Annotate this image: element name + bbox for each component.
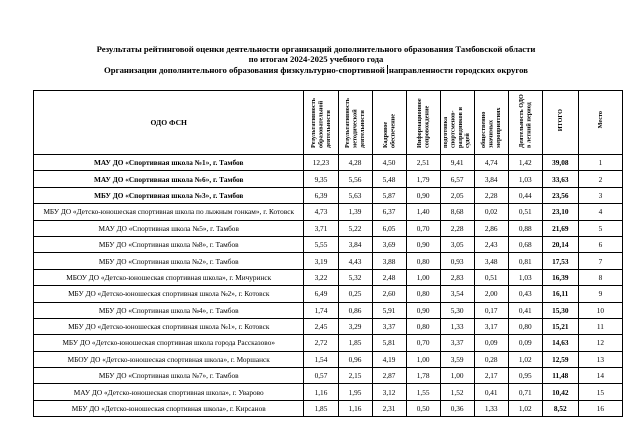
score-cell-3: 0,80 <box>406 318 440 334</box>
score-cell-0: 0,57 <box>304 368 338 384</box>
title-line-3 <box>0 65 632 75</box>
score-cell-2: 5,87 <box>372 187 406 203</box>
score-cell-0: 4,73 <box>304 204 338 220</box>
total-cell: 16,11 <box>542 286 578 302</box>
score-cell-5: 2,86 <box>474 220 508 236</box>
place-cell: 7 <box>578 253 622 269</box>
org-name-cell: МАУ ДО «Спортивная школа №5», г. Тамбов <box>34 220 304 236</box>
score-cell-5: 0,41 <box>474 384 508 400</box>
score-cell-4: 8,68 <box>440 204 474 220</box>
score-cell-5: 2,28 <box>474 187 508 203</box>
score-cell-5: 1,33 <box>474 400 508 416</box>
title-line-3-right: направленности городских округов <box>388 64 528 75</box>
score-cell-6: 0,41 <box>508 302 542 318</box>
table-row <box>34 171 623 187</box>
score-cell-4: 1,33 <box>440 318 474 334</box>
table-row <box>34 286 623 302</box>
place-cell: 5 <box>578 220 622 236</box>
score-cell-5: 3,48 <box>474 253 508 269</box>
total-cell: 23,10 <box>542 204 578 220</box>
score-cell-4: 3,54 <box>440 286 474 302</box>
org-name-cell: МБУ ДО «Детско-юношеская спортивная школа города Рассказово» <box>34 335 304 351</box>
criteria-header-2 <box>372 91 406 155</box>
criteria-header-label: Кадровое обеспечение <box>381 114 397 148</box>
score-cell-6: 0,71 <box>508 384 542 400</box>
org-name-cell: МБУ ДО «Детско-юношеская спортивная школа №1», г. Котовск <box>34 318 304 334</box>
total-cell: 17,53 <box>542 253 578 269</box>
total-cell: 12,59 <box>542 351 578 367</box>
place-cell: 15 <box>578 384 622 400</box>
score-cell-1: 0,25 <box>338 286 372 302</box>
total-cell: 39,08 <box>542 155 578 171</box>
score-cell-2: 3,69 <box>372 236 406 252</box>
place-cell: 13 <box>578 351 622 367</box>
text-cursor-caret <box>387 65 388 74</box>
score-cell-6: 0,88 <box>508 220 542 236</box>
score-cell-0: 1,85 <box>304 400 338 416</box>
score-cell-3: 1,79 <box>406 171 440 187</box>
table-row <box>34 220 623 236</box>
total-cell: 10,42 <box>542 384 578 400</box>
place-cell: 8 <box>578 269 622 285</box>
place-cell: 12 <box>578 335 622 351</box>
table-row <box>34 269 623 285</box>
table-header-row <box>34 91 623 155</box>
org-name-cell: МБОУ ДО «Детско-юношеская спортивная школа», г. Моршанск <box>34 351 304 367</box>
score-cell-2: 2,60 <box>372 286 406 302</box>
score-cell-6: 1,02 <box>508 400 542 416</box>
org-name-cell: МБУ ДО «Детско-юношеская спортивная школа по лыжным гонкам», г. Котовск <box>34 204 304 220</box>
score-cell-1: 5,22 <box>338 220 372 236</box>
score-cell-4: 3,59 <box>440 351 474 367</box>
score-cell-0: 3,71 <box>304 220 338 236</box>
score-cell-4: 1,00 <box>440 368 474 384</box>
total-cell: 14,63 <box>542 335 578 351</box>
title-line-2: по итогам 2024-2025 учебного года <box>248 54 384 65</box>
place-cell: 4 <box>578 204 622 220</box>
table-row <box>34 302 623 318</box>
score-cell-2: 2,31 <box>372 400 406 416</box>
score-cell-1: 3,84 <box>338 236 372 252</box>
criteria-header-5 <box>474 91 508 155</box>
table-row <box>34 400 623 416</box>
score-cell-6: 0,51 <box>508 204 542 220</box>
score-cell-0: 2,72 <box>304 335 338 351</box>
score-cell-6: 0,95 <box>508 368 542 384</box>
score-cell-5: 2,00 <box>474 286 508 302</box>
score-cell-1: 5,56 <box>338 171 372 187</box>
rating-table <box>33 90 623 417</box>
org-name-cell: МАУ ДО «Детско-юношеская спортивная школа», г. Уварово <box>34 384 304 400</box>
score-cell-1: 5,32 <box>338 269 372 285</box>
score-cell-0: 6,49 <box>304 286 338 302</box>
score-cell-1: 1,39 <box>338 204 372 220</box>
score-cell-5: 2,17 <box>474 368 508 384</box>
score-cell-5: 3,17 <box>474 318 508 334</box>
score-cell-3: 1,55 <box>406 384 440 400</box>
place-cell: 9 <box>578 286 622 302</box>
table-row <box>34 318 623 334</box>
score-cell-0: 1,54 <box>304 351 338 367</box>
score-cell-4: 2,83 <box>440 269 474 285</box>
score-cell-3: 0,70 <box>406 220 440 236</box>
org-name-cell: МАУ ДО «Спортивная школа №6», г. Тамбов <box>34 171 304 187</box>
score-cell-5: 4,74 <box>474 155 508 171</box>
score-cell-2: 3,37 <box>372 318 406 334</box>
table-body <box>34 155 623 417</box>
criteria-header-label: Информационное сопровождение <box>415 98 431 148</box>
score-cell-1: 2,15 <box>338 368 372 384</box>
score-cell-6: 0,68 <box>508 236 542 252</box>
score-cell-3: 0,90 <box>406 302 440 318</box>
score-cell-0: 3,22 <box>304 269 338 285</box>
place-cell: 14 <box>578 368 622 384</box>
score-cell-6: 0,80 <box>508 318 542 334</box>
score-cell-6: 0,09 <box>508 335 542 351</box>
score-cell-6: 1,03 <box>508 171 542 187</box>
document-title <box>0 44 632 75</box>
score-cell-4: 0,93 <box>440 253 474 269</box>
score-cell-3: 1,00 <box>406 269 440 285</box>
score-cell-1: 4,28 <box>338 155 372 171</box>
org-name-cell: МБУ ДО «Детско-юношеская спортивная школа», г. Кирсанов <box>34 400 304 416</box>
org-name-cell: МБУ ДО «Спортивная школа №3», г. Тамбов <box>34 187 304 203</box>
table-row <box>34 384 623 400</box>
place-cell: 10 <box>578 302 622 318</box>
table-row <box>34 253 623 269</box>
score-cell-0: 1,16 <box>304 384 338 400</box>
table-row <box>34 187 623 203</box>
score-cell-4: 5,30 <box>440 302 474 318</box>
criteria-header-6 <box>508 91 542 155</box>
org-name-cell: МБУ ДО «Спортивная школа №7», г. Тамбов <box>34 368 304 384</box>
score-cell-4: 9,41 <box>440 155 474 171</box>
score-cell-1: 1,85 <box>338 335 372 351</box>
score-cell-5: 3,84 <box>474 171 508 187</box>
score-cell-0: 12,23 <box>304 155 338 171</box>
score-cell-0: 9,35 <box>304 171 338 187</box>
score-cell-3: 0,90 <box>406 187 440 203</box>
table-row <box>34 155 623 171</box>
score-cell-6: 0,81 <box>508 253 542 269</box>
score-cell-5: 0,17 <box>474 302 508 318</box>
place-header-cell <box>578 91 622 155</box>
score-cell-2: 5,91 <box>372 302 406 318</box>
total-cell: 8,52 <box>542 400 578 416</box>
score-cell-1: 1,95 <box>338 384 372 400</box>
total-cell: 16,39 <box>542 269 578 285</box>
score-cell-5: 0,51 <box>474 269 508 285</box>
score-cell-2: 5,81 <box>372 335 406 351</box>
criteria-header-label: Деятельность ОДО в летний период <box>517 94 533 148</box>
score-cell-2: 4,50 <box>372 155 406 171</box>
total-cell: 23,56 <box>542 187 578 203</box>
score-cell-4: 6,57 <box>440 171 474 187</box>
score-cell-5: 0,09 <box>474 335 508 351</box>
score-cell-6: 0,43 <box>508 286 542 302</box>
score-cell-0: 2,45 <box>304 318 338 334</box>
score-cell-0: 5,55 <box>304 236 338 252</box>
org-name-cell: МБУ ДО «Спортивная школа №4», г. Тамбов <box>34 302 304 318</box>
total-cell: 15,30 <box>542 302 578 318</box>
org-name-cell: МБОУ ДО «Детско-юношеская спортивная школа», г. Мичуринск <box>34 269 304 285</box>
table-row <box>34 351 623 367</box>
title-line-1: Результаты рейтинговой оценки деятельности организаций дополнительного образования Тамбовской области <box>96 44 536 54</box>
score-cell-5: 0,02 <box>474 204 508 220</box>
total-cell: 33,63 <box>542 171 578 187</box>
score-cell-1: 3,29 <box>338 318 372 334</box>
table-row <box>34 368 623 384</box>
score-cell-4: 2,05 <box>440 187 474 203</box>
score-cell-1: 5,63 <box>338 187 372 203</box>
org-name-cell: МБУ ДО «Детско-юношеская спортивная школа №2», г. Котовск <box>34 286 304 302</box>
score-cell-4: 3,05 <box>440 236 474 252</box>
total-header-cell <box>542 91 578 155</box>
table-row <box>34 236 623 252</box>
place-cell: 6 <box>578 236 622 252</box>
total-cell: 20,14 <box>542 236 578 252</box>
score-cell-2: 6,37 <box>372 204 406 220</box>
score-cell-4: 1,52 <box>440 384 474 400</box>
score-cell-2: 2,87 <box>372 368 406 384</box>
score-cell-3: 0,70 <box>406 335 440 351</box>
org-name-cell: МБУ ДО «Спортивная школа №8», г. Тамбов <box>34 236 304 252</box>
title-line-3-left: Организации дополнительного образования физкультурно-спортивной <box>104 64 385 75</box>
place-cell: 2 <box>578 171 622 187</box>
criteria-header-3 <box>406 91 440 155</box>
score-cell-6: 1,02 <box>508 351 542 367</box>
place-cell: 3 <box>578 187 622 203</box>
org-name-cell: МБУ ДО «Спортивная школа №2», г. Тамбов <box>34 253 304 269</box>
score-cell-0: 1,74 <box>304 302 338 318</box>
org-name-cell: МАУ ДО «Спортивная школа №1», г. Тамбов <box>34 155 304 171</box>
score-cell-3: 2,51 <box>406 155 440 171</box>
score-cell-6: 1,42 <box>508 155 542 171</box>
table-row <box>34 204 623 220</box>
score-cell-1: 1,16 <box>338 400 372 416</box>
score-cell-2: 5,48 <box>372 171 406 187</box>
place-header-label: Место <box>596 111 604 129</box>
score-cell-3: 1,40 <box>406 204 440 220</box>
score-cell-4: 3,37 <box>440 335 474 351</box>
score-cell-3: 0,90 <box>406 236 440 252</box>
score-cell-0: 3,19 <box>304 253 338 269</box>
criteria-header-label: Результативность образовательной деятельности <box>309 98 332 148</box>
place-cell: 1 <box>578 155 622 171</box>
score-cell-4: 0,36 <box>440 400 474 416</box>
score-cell-5: 2,43 <box>474 236 508 252</box>
score-cell-3: 1,00 <box>406 351 440 367</box>
score-cell-3: 0,50 <box>406 400 440 416</box>
score-cell-6: 1,03 <box>508 269 542 285</box>
criteria-header-1 <box>338 91 372 155</box>
score-cell-2: 4,19 <box>372 351 406 367</box>
total-cell: 15,21 <box>542 318 578 334</box>
score-cell-1: 0,86 <box>338 302 372 318</box>
total-cell: 21,69 <box>542 220 578 236</box>
score-cell-2: 2,48 <box>372 269 406 285</box>
place-cell: 16 <box>578 400 622 416</box>
score-cell-5: 0,28 <box>474 351 508 367</box>
score-cell-1: 4,43 <box>338 253 372 269</box>
place-cell: 11 <box>578 318 622 334</box>
score-cell-2: 3,88 <box>372 253 406 269</box>
criteria-header-label: Результативность методической деятельности <box>343 98 366 148</box>
criteria-header-0 <box>304 91 338 155</box>
total-cell: 11,48 <box>542 368 578 384</box>
score-cell-4: 2,28 <box>440 220 474 236</box>
score-cell-2: 6,05 <box>372 220 406 236</box>
score-cell-0: 6,39 <box>304 187 338 203</box>
criteria-header-label: подготовка спортсменов-разрядников и судей <box>442 107 472 148</box>
score-cell-3: 0,80 <box>406 286 440 302</box>
criteria-header-label: общественно значимых мероприятиях <box>480 107 502 148</box>
total-header-label: ИТОГО <box>556 108 564 132</box>
score-cell-1: 0,96 <box>338 351 372 367</box>
score-cell-2: 3,12 <box>372 384 406 400</box>
org-column-header: ОДО ФСН <box>34 91 304 155</box>
score-cell-6: 0,44 <box>508 187 542 203</box>
score-cell-3: 0,80 <box>406 253 440 269</box>
score-cell-3: 1,78 <box>406 368 440 384</box>
criteria-header-4 <box>440 91 474 155</box>
table-row <box>34 335 623 351</box>
